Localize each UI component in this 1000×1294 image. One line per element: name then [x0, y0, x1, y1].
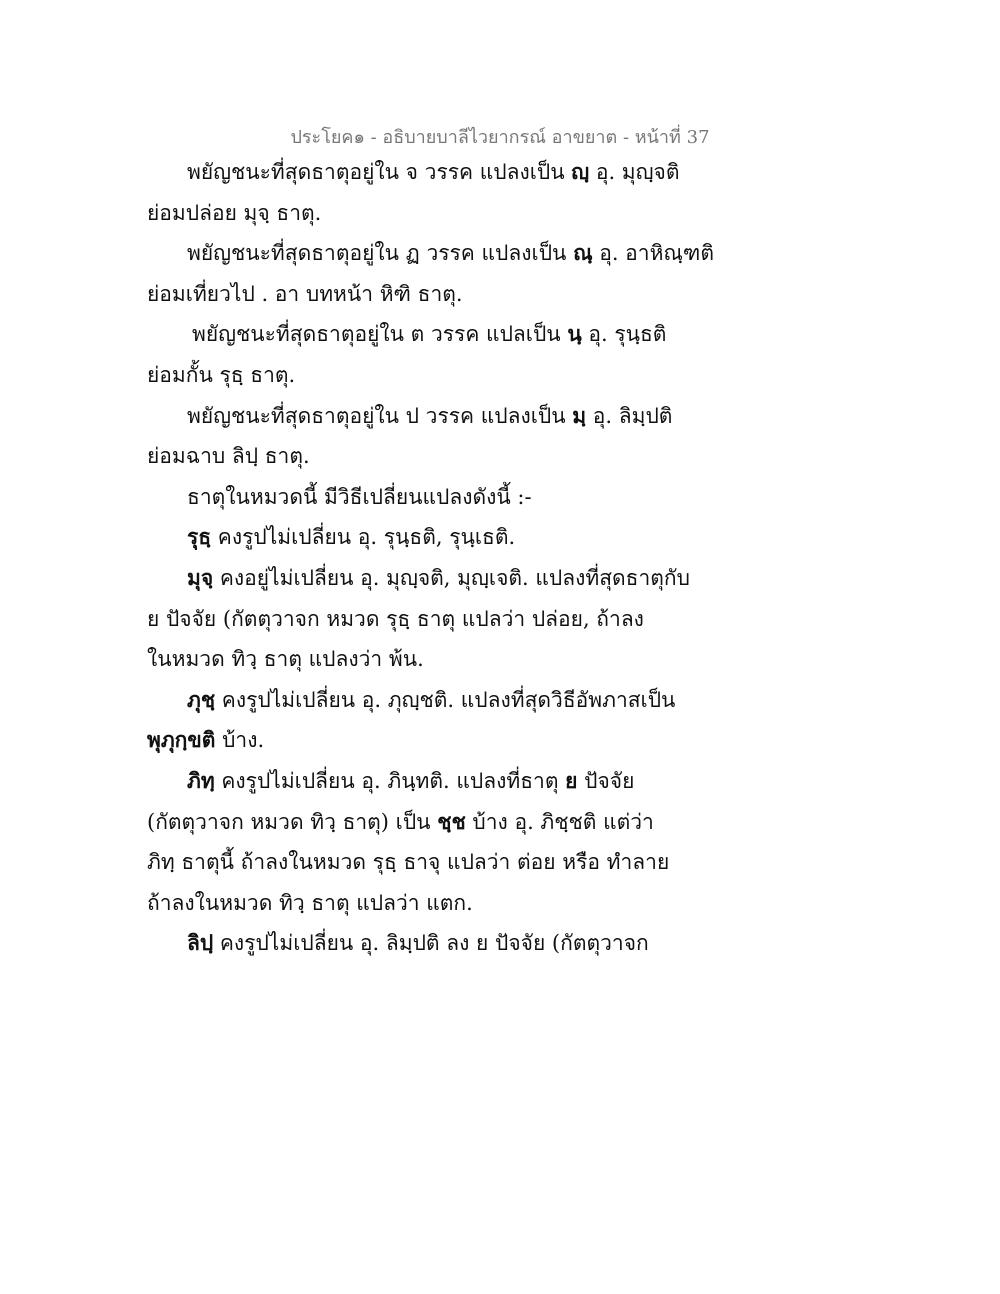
bold-term: ลิปฺ	[187, 930, 214, 956]
bold-term: รุธฺ	[187, 524, 212, 550]
bold-term: ภิทฺ	[187, 767, 215, 793]
text-segment: ธาตุในหมวดนี้ มีวิธีเปลี่ยนแปลงดังนี้ :-	[187, 484, 532, 509]
text-line	[147, 396, 673, 437]
bold-term: ย	[565, 767, 578, 793]
text-segment: พยัญชนะที่สุดธาตุอยู่ใน ป วรรค แปลงเป็น	[187, 403, 573, 428]
text-line	[147, 193, 667, 234]
text-segment: คงรูปไม่เปลี่ยน อุ. ภุญฺชติ. แปลงที่สุดวิธีอัพภาสเป็น	[215, 687, 676, 712]
bold-term: มฺ	[572, 402, 587, 428]
text-line	[147, 436, 667, 477]
text-segment: คงรูปไม่เปลี่ยน อุ. รุนฺธติ, รุนฺเธติ.	[211, 525, 516, 550]
text-line	[147, 477, 667, 518]
text-line	[147, 802, 667, 843]
text-line	[147, 680, 676, 721]
text-segment: ถ้าลงในหมวด ทิวฺ ธาตุ แปลว่า แตก.	[147, 890, 473, 915]
text-line	[147, 842, 670, 883]
text-line	[147, 761, 667, 802]
body-text	[147, 152, 714, 964]
text-line	[147, 639, 667, 680]
text-segment: ย่อมกั้น รุธฺ ธาตุ.	[147, 362, 296, 387]
text-segment: บ้าง.	[215, 728, 265, 753]
text-segment: อุ. รุนฺธติ	[581, 322, 667, 347]
bold-term: ชฺช	[437, 808, 466, 834]
text-segment: ภิทฺ ธาตุนี้ ถ้าลงในหมวด รุธฺ ธาจุ แปลว่า ต่อย หรือ ทำลาย	[147, 850, 670, 875]
text-segment: พยัญชนะที่สุดธาตุอยู่ใน จ วรรค แปลงเป็น	[187, 160, 572, 184]
bold-term: ญฺ	[571, 159, 590, 184]
text-segment: ปัจจัย	[577, 768, 635, 793]
text-line	[147, 152, 680, 193]
text-line	[147, 517, 667, 558]
text-line	[147, 599, 667, 640]
text-segment: อุ. อาหิณฺฑติ	[592, 241, 714, 266]
bold-term: นฺ	[567, 321, 582, 347]
text-line	[147, 314, 667, 355]
text-segment: ในหมวด ทิวฺ ธาตุ แปลงว่า พ้น.	[147, 647, 424, 672]
text-segment: บ้าง อุ. ภิชฺชติ แต่ว่า	[465, 809, 654, 834]
text-line	[147, 883, 667, 924]
text-segment: อุ. มุญฺจติ	[589, 160, 680, 184]
text-segment: พยัญชนะที่สุดธาตุอยู่ใน ฏ วรรค แปลงเป็น	[187, 241, 574, 266]
text-segment: ย่อมปล่อย มุจฺ ธาตุ.	[147, 200, 322, 225]
text-segment: คงรูปไม่เปลี่ยน อุ. ภินฺทติ. แปลงที่ธาตุ	[214, 768, 566, 793]
text-segment: ย ปัจจัย (กัตตุวาจก หมวด รุธฺ ธาตุ แปลว่า ปล่อย, ถ้าลง	[147, 606, 644, 631]
text-segment: พยัญชนะที่สุดธาตุอยู่ใน ต วรรค แปลเป็น	[192, 322, 568, 347]
text-line	[147, 355, 667, 396]
text-line	[147, 923, 667, 964]
text-line	[147, 720, 667, 761]
bold-term: พุภุกฺขติ	[147, 727, 216, 753]
bold-term: ภุชฺ	[187, 686, 216, 712]
text-segment: (กัตตุวาจก หมวด ทิวฺ ธาตุ) เป็น	[147, 809, 438, 834]
text-segment: อุ. ลิมฺปติ	[586, 403, 673, 428]
bold-term: ณฺ	[573, 240, 593, 266]
text-line	[147, 558, 690, 599]
page-header: ประโยค๑ - อธิบายบาลีไวยากรณ์ อาขยาต - หน้าที่ 37	[290, 127, 710, 148]
text-segment: คงรูปไม่เปลี่ยน อุ. ลิมฺปติ ลง ย ปัจจัย (กัตตุวาจก	[213, 931, 649, 956]
bold-term: มุจฺ	[187, 564, 214, 590]
text-segment: ย่อมเที่ยวไป . อา บทหน้า หิฑิ ธาตุ.	[147, 281, 463, 306]
text-segment: คงอยู่ไม่เปลี่ยน อุ. มุญฺจติ, มุญฺเจติ. แปลงที่สุดธาตุกับ	[213, 565, 690, 590]
text-segment: ย่อมฉาบ ลิปฺ ธาตุ.	[147, 444, 310, 469]
text-line	[147, 233, 714, 274]
text-line	[147, 274, 667, 315]
